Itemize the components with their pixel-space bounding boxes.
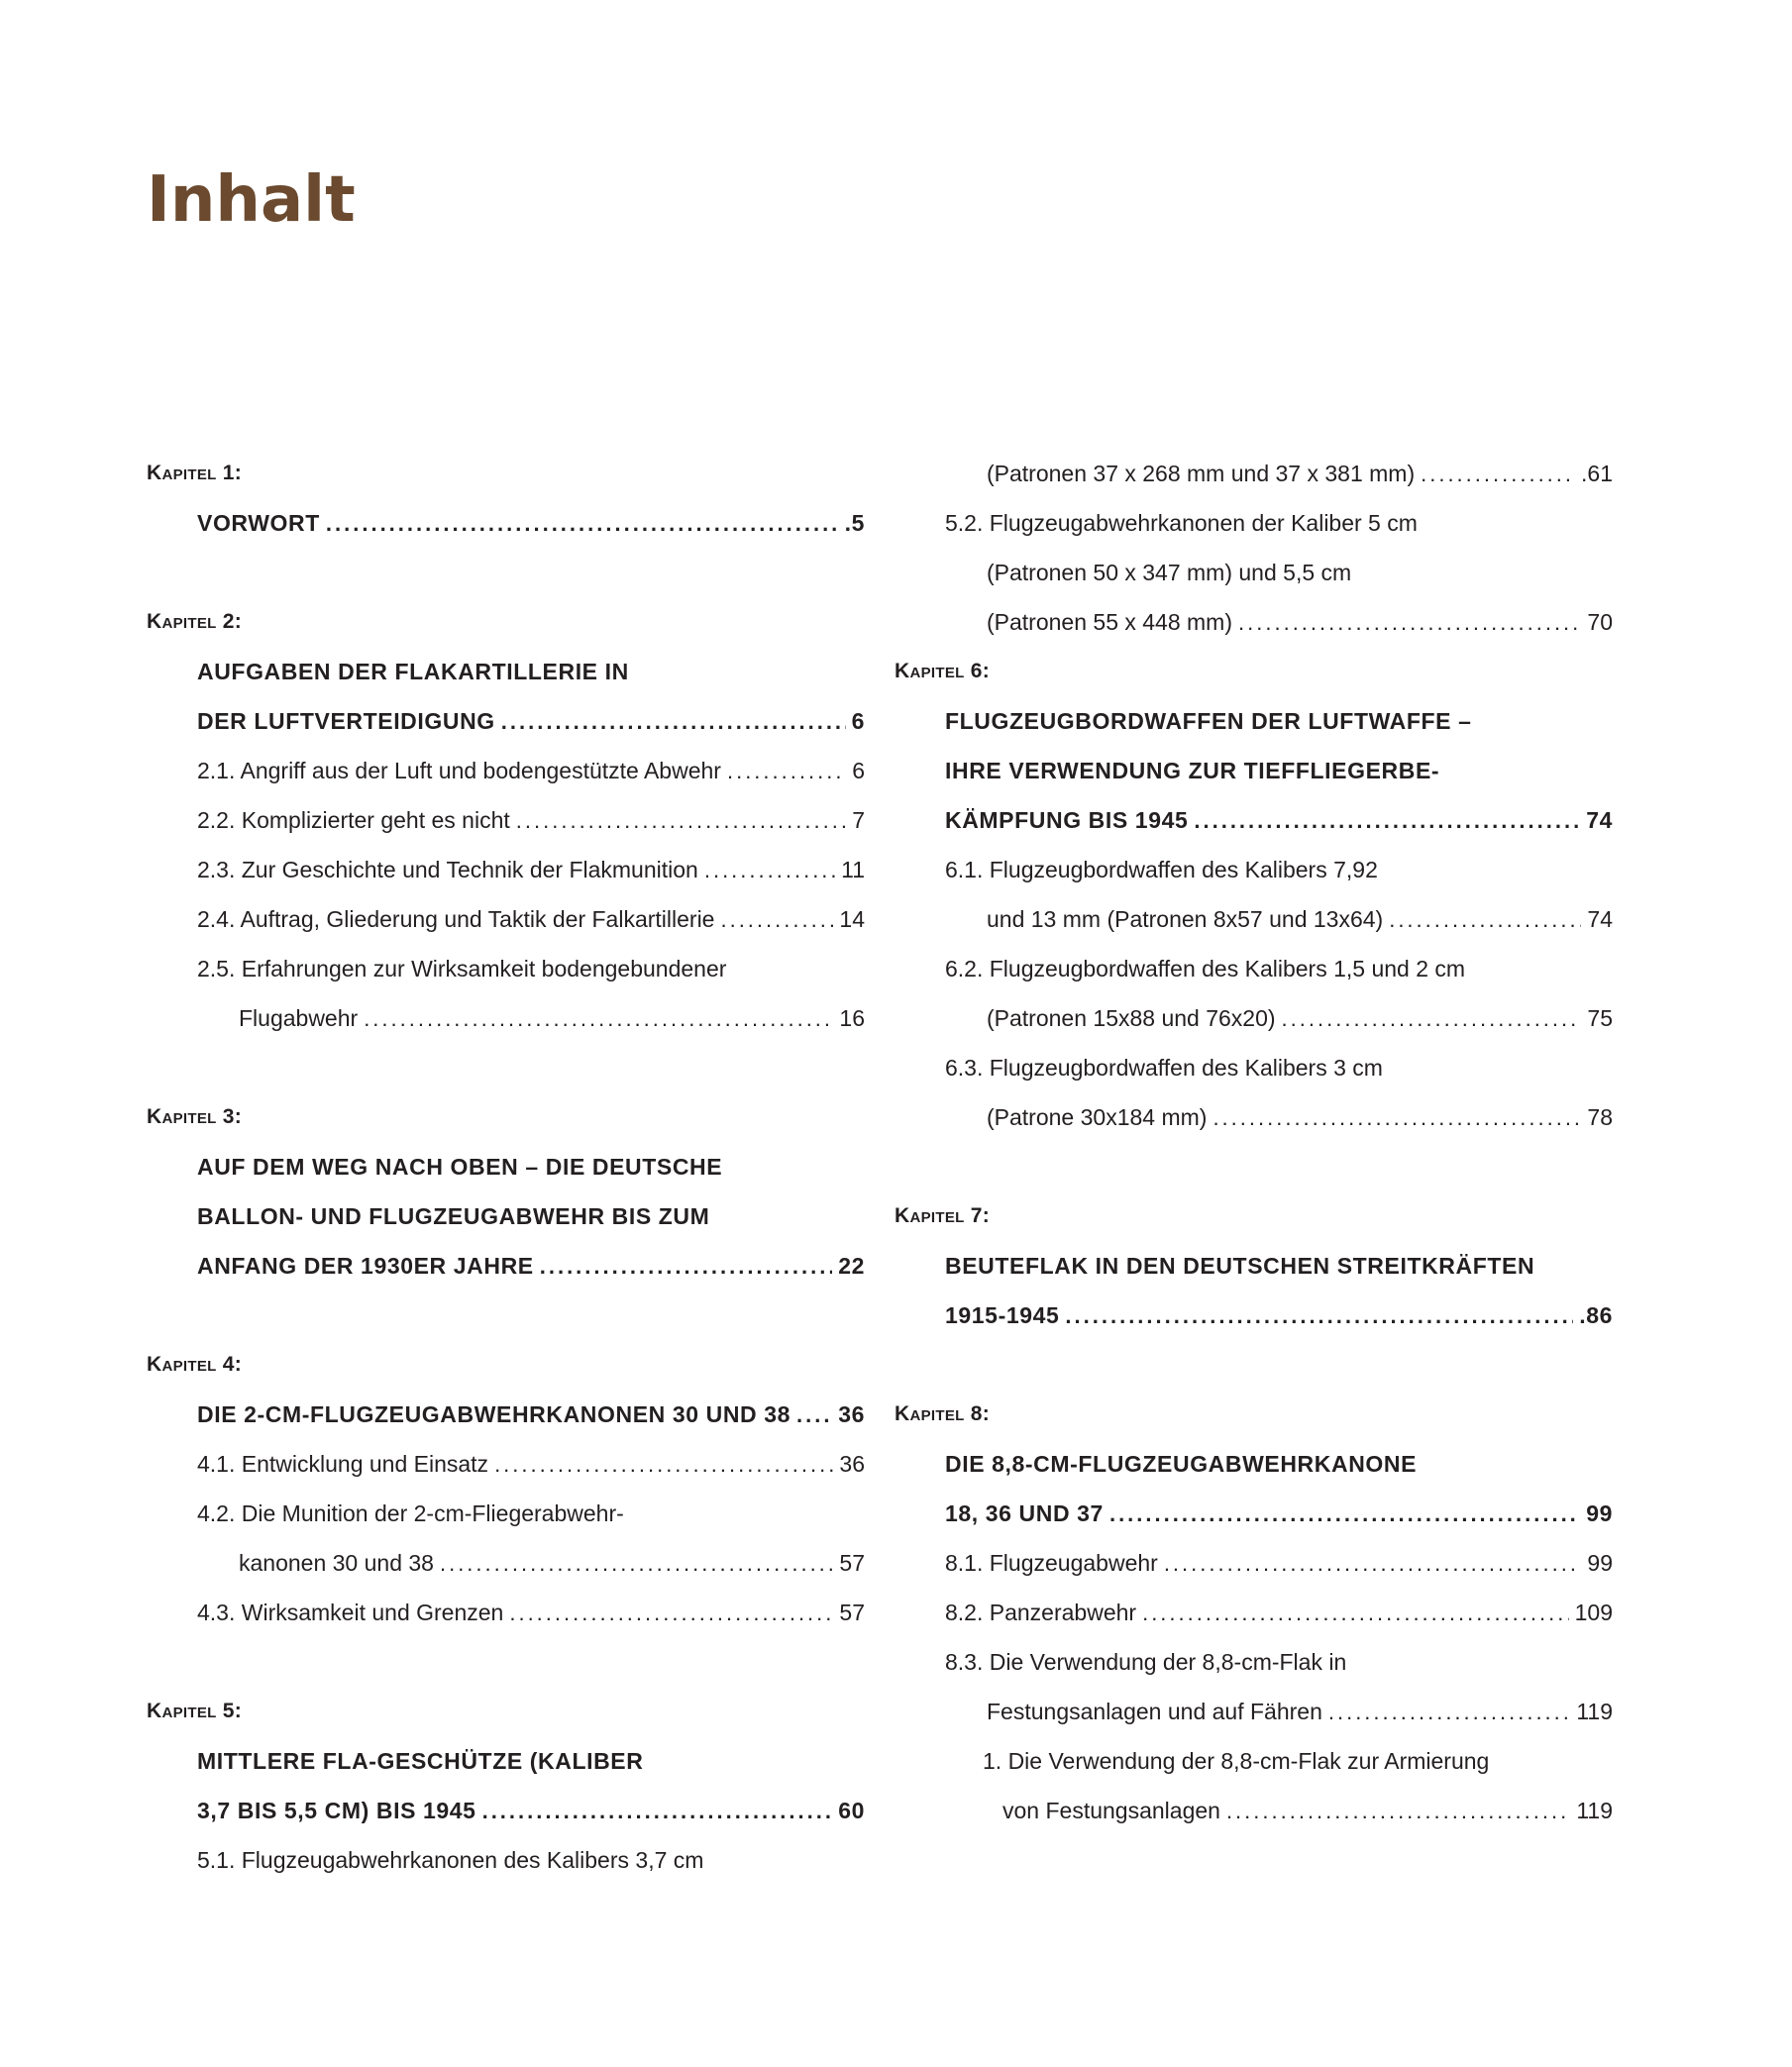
toc-entry-label: 18, 36 UND 37 [945, 1500, 1104, 1526]
toc-spacer [895, 1340, 1613, 1390]
toc-page-number: 119 [1576, 1798, 1613, 1823]
toc-page-number: 14 [839, 906, 865, 932]
chapter-label: Kapitel 1: [147, 462, 243, 484]
toc-entry-label: (Patronen 50 x 347 mm) und 5,5 cm [987, 560, 1352, 585]
toc-entry [147, 795, 865, 845]
toc-leader-dots [364, 994, 833, 1044]
toc-leader-dots [796, 1391, 832, 1440]
toc-chapter-label [895, 1390, 1613, 1439]
toc-page-number: 78 [1587, 1104, 1613, 1130]
toc-entry-label: kanonen 30 und 38 [239, 1550, 434, 1576]
toc-entry-label: 8.3. Die Verwendung der 8,8-cm-Flak in [945, 1649, 1347, 1675]
toc-spacer [147, 1637, 865, 1687]
toc-entry [895, 449, 1613, 498]
toc-entry-label: 1. Die Verwendung der 8,8-cm-Flak zur Armierung [983, 1748, 1490, 1774]
toc-entry-label: VORWORT [197, 510, 320, 536]
toc-spacer [147, 1043, 865, 1092]
toc-heading [895, 795, 1613, 845]
toc-entry-label: Festungsanlagen und auf Fähren [987, 1699, 1322, 1724]
toc-entry-label: 2.4. Auftrag, Gliederung und Taktik der Falkartillerie [197, 906, 715, 932]
toc-entry [895, 845, 1613, 894]
toc-page-number: 70 [1587, 609, 1613, 635]
toc-entry [147, 1489, 865, 1538]
toc-leader-dots [1164, 1539, 1582, 1589]
toc-spacer [147, 548, 865, 597]
toc-entry-label: 4.3. Wirksamkeit und Grenzen [197, 1600, 504, 1625]
toc-entry-label: ANFANG DER 1930ER JAHRE [197, 1253, 534, 1279]
toc-entry-label: AUF DEM WEG NACH OBEN – DIE DEUTSCHE [197, 1154, 723, 1180]
toc-page-number: 22 [838, 1253, 865, 1279]
toc-leader-dots [440, 1539, 833, 1589]
toc-heading [147, 696, 865, 746]
toc-entry-label: 4.2. Die Munition der 2-cm-Fliegerabwehr- [197, 1500, 624, 1526]
toc-chapter-label [147, 1340, 865, 1390]
toc-heading [147, 1390, 865, 1439]
toc-heading [147, 1142, 865, 1191]
toc-chapter-label [895, 647, 1613, 696]
toc-page-number: 60 [838, 1798, 865, 1823]
toc-entry-label: AUFGABEN DER FLAKARTILLERIE IN [197, 659, 629, 684]
toc-spacer [895, 1142, 1613, 1191]
toc-spacer [147, 1291, 865, 1340]
toc-leader-dots [501, 697, 846, 747]
toc-entry [895, 1588, 1613, 1637]
toc-heading [147, 498, 865, 548]
toc-entry-label: 5.1. Flugzeugabwehrkanonen des Kalibers 3,7 cm [197, 1847, 704, 1873]
toc-leader-dots [509, 1589, 833, 1638]
toc-heading [895, 1291, 1613, 1340]
toc-entry-label: von Festungsanlagen [1002, 1798, 1220, 1823]
toc-entry-label: (Patrone 30x184 mm) [987, 1104, 1208, 1130]
toc-entry-label: 3,7 BIS 5,5 CM) BIS 1945 [197, 1798, 476, 1823]
toc-leader-dots [1142, 1589, 1569, 1638]
toc-entry [895, 1092, 1613, 1142]
chapter-label: Kapitel 7: [895, 1204, 991, 1227]
toc-entry [895, 894, 1613, 944]
toc-page-number: 6 [851, 708, 865, 734]
toc-entry-label: 2.1. Angriff aus der Luft und bodengestützte Abwehr [197, 758, 721, 783]
toc-leader-dots [1282, 994, 1582, 1044]
toc-page-number: .5 [844, 510, 865, 536]
toc-leader-dots [704, 846, 835, 895]
toc-page-number: 99 [1586, 1500, 1613, 1526]
toc-entry [895, 944, 1613, 993]
toc-entry-label: 6.3. Flugzeugbordwaffen des Kalibers 3 cm [945, 1055, 1383, 1081]
toc-page-number: 109 [1574, 1600, 1613, 1625]
toc-heading [147, 1736, 865, 1786]
toc-entry-label: KÄMPFUNG BIS 1945 [945, 807, 1189, 833]
toc-heading [895, 696, 1613, 746]
toc-chapter-label [895, 1191, 1613, 1241]
toc-entry [895, 548, 1613, 597]
toc-leader-dots [1421, 450, 1575, 499]
toc-left-column [147, 449, 865, 1885]
toc-leader-dots [494, 1440, 833, 1490]
toc-page-number: 57 [839, 1600, 865, 1625]
toc-right-column [895, 449, 1613, 1835]
toc-entry-label: 6.1. Flugzeugbordwaffen des Kalibers 7,92 [945, 857, 1378, 882]
toc-entry-label: 2.3. Zur Geschichte und Technik der Flakmunition [197, 857, 698, 882]
page-title: Inhalt [147, 163, 356, 237]
toc-leader-dots [727, 747, 846, 796]
toc-leader-dots [1109, 1490, 1580, 1539]
toc-page-number: 36 [839, 1451, 865, 1477]
toc-entry-label: MITTLERE FLA-GESCHÜTZE (KALIBER [197, 1748, 644, 1774]
toc-entry-label: 8.2. Panzerabwehr [945, 1600, 1137, 1625]
toc-entry-label: 2.5. Erfahrungen zur Wirksamkeit bodengebundener [197, 956, 727, 982]
toc-heading [895, 1489, 1613, 1538]
toc-heading [147, 647, 865, 696]
toc-page-number: 16 [839, 1005, 865, 1031]
toc-entry-label: DIE 8,8-CM-FLUGZEUGABWEHRKANONE [945, 1451, 1418, 1477]
toc-entry [895, 1637, 1613, 1687]
toc-entry [895, 1538, 1613, 1588]
toc-entry-label: 6.2. Flugzeugbordwaffen des Kalibers 1,5 und 2 cm [945, 956, 1466, 982]
toc-entry-label: (Patronen 15x88 und 76x20) [987, 1005, 1276, 1031]
chapter-label: Kapitel 4: [147, 1353, 243, 1376]
toc-entry [147, 993, 865, 1043]
chapter-label: Kapitel 5: [147, 1700, 243, 1722]
toc-page-number: 57 [839, 1550, 865, 1576]
toc-page-number: 99 [1587, 1550, 1613, 1576]
toc-entry [147, 1538, 865, 1588]
toc-leader-dots [540, 1242, 832, 1292]
chapter-label: Kapitel 8: [895, 1402, 991, 1425]
toc-entry-label: und 13 mm (Patronen 8x57 und 13x64) [987, 906, 1384, 932]
toc-leader-dots [1389, 895, 1581, 945]
toc-entry [147, 1835, 865, 1885]
toc-leader-dots [1328, 1688, 1570, 1737]
toc-entry [147, 894, 865, 944]
toc-page-number: 36 [838, 1401, 865, 1427]
toc-leader-dots [516, 796, 846, 846]
toc-entry-label: DER LUFTVERTEIDIGUNG [197, 708, 495, 734]
toc-chapter-label [147, 597, 865, 647]
toc-page-number: 119 [1576, 1699, 1613, 1724]
toc-entry-label: 4.1. Entwicklung und Einsatz [197, 1451, 489, 1477]
toc-entry [147, 944, 865, 993]
toc-heading [895, 1241, 1613, 1291]
toc-leader-dots [720, 895, 833, 945]
toc-page-number: .61 [1581, 461, 1613, 486]
toc-chapter-label [147, 449, 865, 498]
toc-leader-dots [326, 499, 839, 549]
toc-entry-label: BEUTEFLAK IN DEN DEUTSCHEN STREITKRÄFTEN [945, 1253, 1535, 1279]
toc-leader-dots [1226, 1787, 1570, 1836]
toc-leader-dots [1238, 598, 1581, 648]
toc-heading [147, 1786, 865, 1835]
toc-page-number: 7 [852, 807, 865, 833]
toc-entry-label: FLUGZEUGBORDWAFFEN DER LUFTWAFFE – [945, 708, 1472, 734]
toc-leader-dots [1194, 796, 1580, 846]
toc-entry [895, 993, 1613, 1043]
toc-entry-label: 8.1. Flugzeugabwehr [945, 1550, 1158, 1576]
toc-heading [895, 1439, 1613, 1489]
toc-page-number: 11 [841, 857, 865, 882]
chapter-label: Kapitel 3: [147, 1105, 243, 1128]
toc-entry [147, 1588, 865, 1637]
chapter-label: Kapitel 6: [895, 660, 991, 682]
toc-heading [147, 1241, 865, 1291]
toc-entry [147, 1439, 865, 1489]
toc-entry-label: BALLON- UND FLUGZEUGABWEHR BIS ZUM [197, 1203, 710, 1229]
toc-entry-label: (Patronen 55 x 448 mm) [987, 609, 1233, 635]
toc-leader-dots [1065, 1292, 1573, 1341]
chapter-label: Kapitel 2: [147, 610, 243, 633]
toc-entry [895, 597, 1613, 647]
toc-page-number: .86 [1579, 1302, 1613, 1328]
toc-page-number: 74 [1587, 906, 1613, 932]
toc-entry-label: Flugabwehr [239, 1005, 359, 1031]
toc-entry [147, 746, 865, 795]
toc-entry-label: (Patronen 37 x 268 mm und 37 x 381 mm) [987, 461, 1416, 486]
toc-entry [895, 1043, 1613, 1092]
toc-entry-label: IHRE VERWENDUNG ZUR TIEFFLIEGERBE- [945, 758, 1440, 783]
toc-entry [147, 845, 865, 894]
toc-page-number: 74 [1586, 807, 1613, 833]
toc-entry-label: 5.2. Flugzeugabwehrkanonen der Kaliber 5 cm [945, 510, 1418, 536]
toc-entry [895, 1786, 1613, 1835]
toc-chapter-label [147, 1092, 865, 1142]
toc-entry [895, 1687, 1613, 1736]
toc-entry-label: DIE 2-CM-FLUGZEUGABWEHRKANONEN 30 UND 38 [197, 1401, 791, 1427]
toc-page-number: 75 [1587, 1005, 1613, 1031]
toc-entry-label: 1915-1945 [945, 1302, 1060, 1328]
toc-heading [895, 746, 1613, 795]
toc-page-number: 6 [852, 758, 865, 783]
toc-entry [895, 498, 1613, 548]
toc-entry-label: 2.2. Komplizierter geht es nicht [197, 807, 510, 833]
toc-chapter-label [147, 1687, 865, 1736]
toc-leader-dots [482, 1787, 833, 1836]
toc-entry [895, 1736, 1613, 1786]
toc-heading [147, 1191, 865, 1241]
toc-leader-dots [1212, 1093, 1581, 1143]
